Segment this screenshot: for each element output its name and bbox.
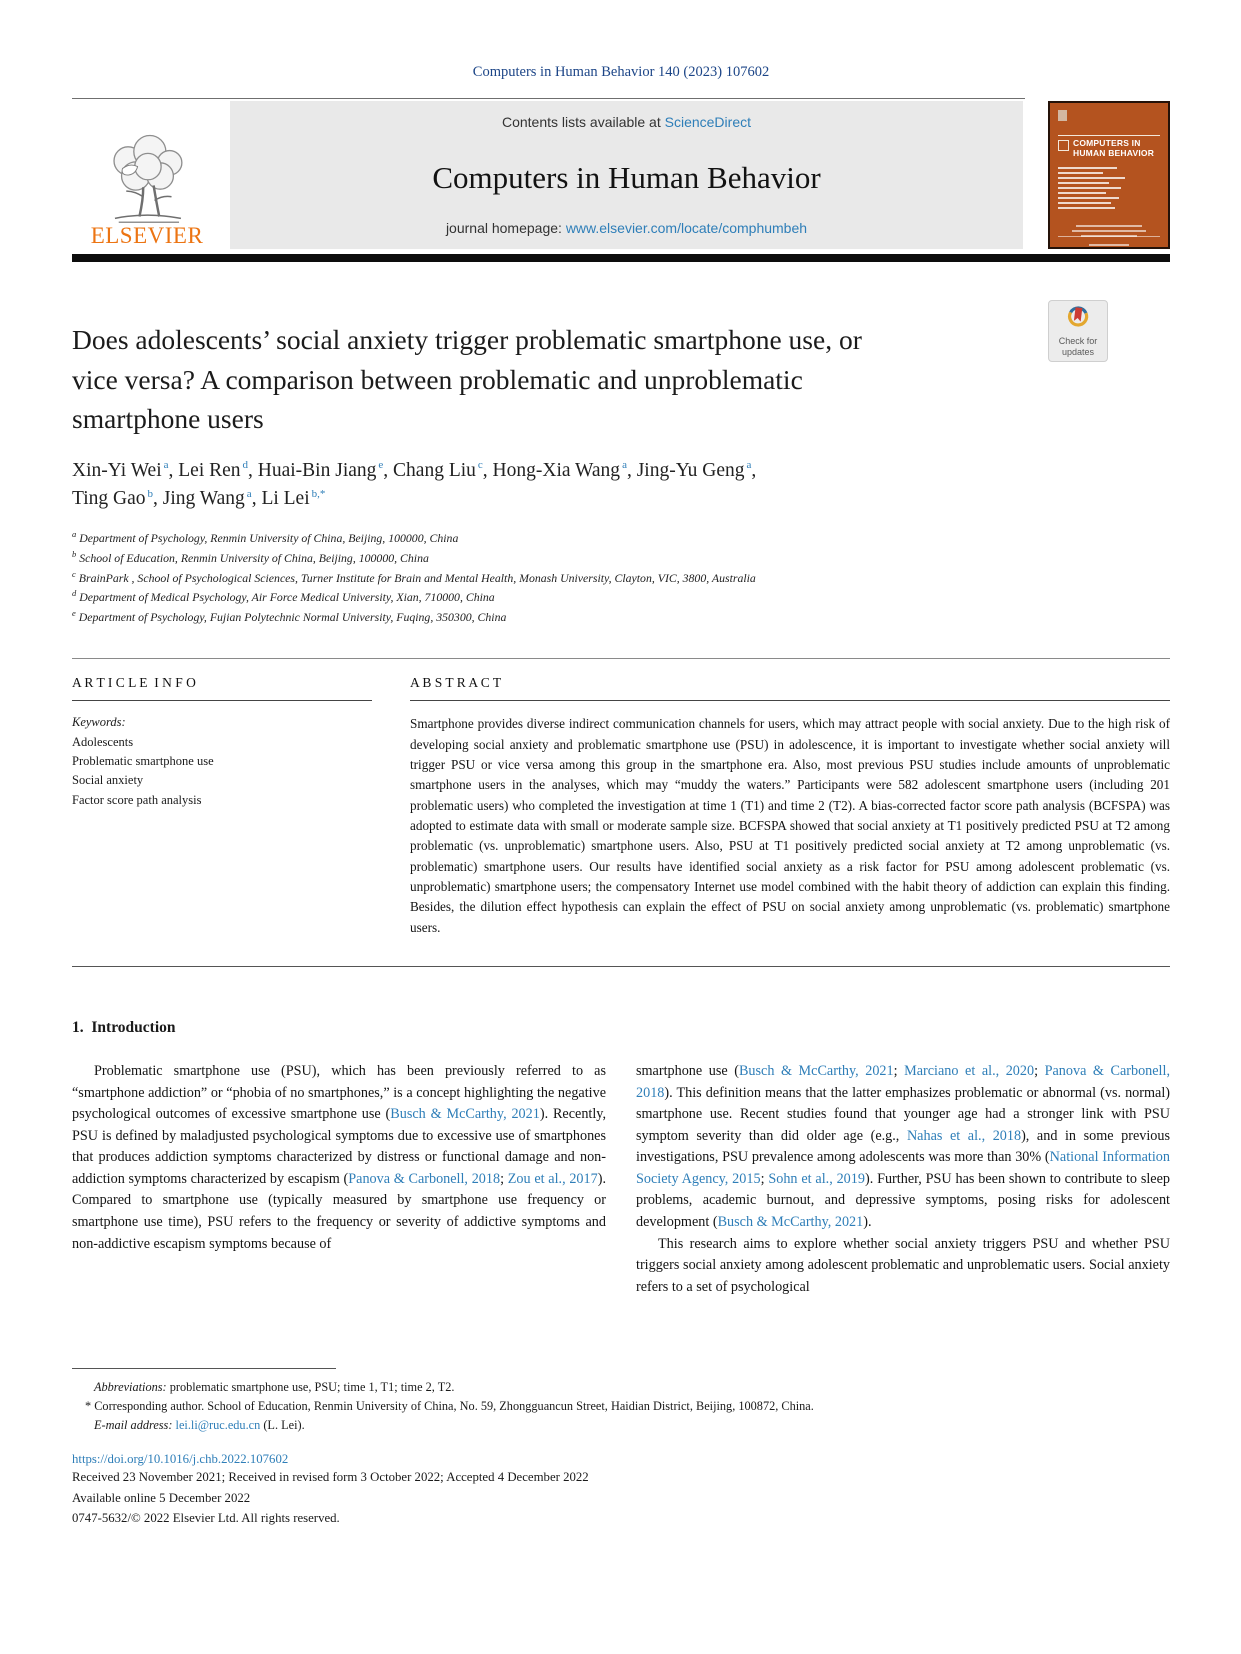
- inline-link[interactable]: Busch & McCarthy, 2021: [390, 1106, 540, 1123]
- inline-link[interactable]: a: [246, 487, 252, 500]
- cover-title: COMPUTERS IN HUMAN BEHAVIOR: [1073, 138, 1155, 158]
- author-list: Xin-Yi Wei $^a$, Lei Ren $^d$, Huai-Bin Jiang $^e$, Chang Liu $^c$, Hong-Xia Wang $^a$, Jing-Yu Geng $^a$, Ting Gao $^b$, Jing Wang $^a$, Li Lei $^{b,*}$: [72, 459, 757, 510]
- inline-link[interactable]: a: [746, 459, 752, 472]
- cover-mini-logo: [1058, 110, 1067, 121]
- affiliation-sup: d: [72, 588, 77, 599]
- paragraph: smartphone use (Busch & McCarthy, 2021; Marciano et al., 2020; Panova & Carbonell, 2018). This definition means that the latter emphasizes problematic or abnormal (vs. normal) smartphone use. Recent studies found that younger age had a stronger link with PSU symptom severity than did older age (e.g., Nahas et al., 2018), and in some previous investigations, PSU prevalence among adolescents was more than 30% (National Information Society Agency, 2015; Sohn et al., 2019). Further, PSU has been shown to contribute to sleep problems, academic burnout, and depressive symptoms, posing risks for adolescent development (Busch & McCarthy, 2021).: [636, 1062, 1170, 1231]
- inline-link[interactable]: Nahas et al., 2018: [906, 1127, 1022, 1144]
- available-online: Available online 5 December 2022: [72, 1490, 251, 1505]
- affiliation-row: [72, 607, 1170, 627]
- keywords-label: Keywords:: [72, 715, 126, 730]
- journal-cover-thumbnail: [1048, 101, 1170, 249]
- journal-masthead: [230, 101, 1023, 249]
- article-title: Does adolescents’ social anxiety trigger problematic smartphone use, or vice versa? A comparison between problematic and unproblematic smartphone users: [72, 324, 862, 435]
- inline-link[interactable]: lei.li@ruc.edu.cn: [175, 1418, 261, 1433]
- affiliation-text: School of Education, Renmin University of China, Beijing, 100000, China: [79, 550, 429, 565]
- email-note: E-mail address: lei.li@ruc.edu.cn (L. Lei).: [94, 1418, 305, 1433]
- affiliation-row: [72, 548, 1170, 568]
- affiliation-row: [72, 568, 1170, 588]
- elsevier-tree-icon: [99, 127, 195, 225]
- inline-link[interactable]: Panova & Carbonell, 2018: [636, 1062, 1170, 1101]
- homepage-prefix: journal homepage:: [445, 220, 566, 236]
- banner-divider-bar: [72, 254, 1170, 262]
- inline-link[interactable]: Marciano et al., 2020: [904, 1062, 1035, 1079]
- affiliation-text: Department of Medical Psychology, Air Force Medical University, Xian, 710000, China: [79, 590, 495, 605]
- cover-bottom-rule: [1058, 236, 1160, 237]
- abbreviations-note: Abbreviations: problematic smartphone use, PSU; time 1, T1; time 2, T2.: [94, 1380, 455, 1394]
- corresponding-author-note: * Corresponding author. School of Education, Renmin University of China, No. 59, Zhongguancun Street, Haidian District, Beijing, 100872, China.: [85, 1399, 814, 1414]
- crossmark-icon: [1061, 304, 1095, 331]
- homepage-line: [230, 220, 1023, 236]
- affiliation-row: [72, 587, 1170, 607]
- contents-prefix: Contents lists available at: [501, 114, 665, 130]
- cover-emblem-icon: [1058, 140, 1069, 151]
- footnote-rule: [72, 1368, 336, 1369]
- homepage-link[interactable]: www.elsevier.com/locate/comphumbeh: [565, 220, 808, 236]
- inline-link[interactable]: e: [378, 459, 384, 472]
- abstract-heading: A B S T R A C T: [410, 659, 1170, 701]
- inline-link[interactable]: d: [242, 459, 249, 472]
- inline-link[interactable]: Busch & McCarthy, 2021: [738, 1062, 894, 1079]
- inline-link[interactable]: Busch & McCarthy, 2021: [717, 1214, 864, 1231]
- affiliation-text: Department of Psychology, Fujian Polytechnic Normal University, Fuqing, 350300, China: [78, 609, 507, 624]
- keywords-block: [72, 713, 372, 810]
- inline-link[interactable]: b,*: [311, 487, 326, 500]
- affiliation-text: Department of Psychology, Renmin University of China, Beijing, 100000, China: [79, 531, 459, 546]
- abstract-column: [410, 659, 1170, 938]
- affiliation-row: [72, 528, 1170, 548]
- inline-link[interactable]: National Information Society Agency, 2015: [636, 1149, 1170, 1187]
- journal-title: Computers in Human Behavior: [432, 160, 821, 195]
- cover-center-lines: [1058, 225, 1160, 251]
- affiliation-sup: a: [72, 529, 77, 540]
- body-column-left: [72, 1061, 606, 1298]
- inline-link[interactable]: Panova & Carbonell, 2018: [348, 1170, 501, 1187]
- paragraph: Problematic smartphone use (PSU), which has been previously referred to as “smartphone addiction” or “phobia of no smartphones,” is a concept highlighting the negative psychological outcomes of excessive smartphone use (Busch & McCarthy, 2021). Recently, PSU is defined by maladjusted psychological symptoms due to excessive use of smartphones that produces addiction symptoms characterized by distress or functional damage and non-addiction symptoms characterized by escapism (Panova & Carbonell, 2018; Zou et al., 2017). Compared to smartphone use (typically measured by smartphone use frequency or smartphone use time), PSU refers to the frequency or severity of addictive symptoms and non-addictive escapism symptoms because of: [72, 1062, 607, 1252]
- badge-line2: updates: [1061, 346, 1095, 357]
- affiliation-sup: c: [72, 568, 76, 579]
- inline-link[interactable]: Sohn et al., 2019: [768, 1170, 865, 1187]
- inline-link[interactable]: Zou et al., 2017: [507, 1170, 598, 1187]
- body-column-right: [636, 1061, 1170, 1298]
- footnote-block: [72, 1368, 1170, 1529]
- keyword-item: Adolescents: [72, 734, 134, 749]
- check-updates-badge[interactable]: [1048, 300, 1108, 362]
- keyword-item: Social anxiety: [72, 773, 144, 788]
- sciencedirect-link[interactable]: ScienceDirect: [664, 114, 751, 130]
- info-abstract-section: [72, 659, 1170, 967]
- inline-link[interactable]: a: [163, 459, 169, 472]
- cover-editor-lines: [1058, 167, 1160, 209]
- article-info-column: [72, 659, 372, 938]
- introduction-heading: 1. Introduction: [72, 1018, 176, 1036]
- article-info-heading: A R T I C L E I N F O: [72, 659, 372, 701]
- journal-citation-header: Computers in Human Behavior 140 (2023) 107602: [472, 64, 770, 80]
- introduction-body: [72, 1061, 1170, 1298]
- received-dates: Received 23 November 2021; Received in revised form 3 October 2022; Accepted 4 December 2022: [72, 1470, 589, 1485]
- inline-link[interactable]: b: [147, 487, 154, 500]
- affiliation-sup: b: [72, 548, 77, 559]
- doi-link[interactable]: https://doi.org/10.1016/j.chb.2022.107602: [72, 1452, 289, 1467]
- paragraph: This research aims to explore whether social anxiety triggers PSU and whether PSU triggers social anxiety among adolescent problematic and unproblematic users. Social anxiety refers to a set of psychological: [636, 1235, 1170, 1295]
- affiliation-sup: e: [72, 607, 76, 618]
- badge-line1: Check for: [1058, 336, 1098, 346]
- inline-link[interactable]: c: [477, 459, 483, 472]
- header-rule: [72, 98, 1025, 99]
- inline-link[interactable]: a: [622, 459, 627, 472]
- keyword-item: Factor score path analysis: [72, 792, 202, 807]
- abstract-text: Smartphone provides diverse indirect communication channels for users, which may attract people with social anxiety. Due to the high risk of developing social anxiety and problematic smartphone use (PSU) in adolescence, it is important to investigate whether social anxiety will trigger PSU or vice versa among this group in the smartphone era. Also, most previous PSU studies include amounts of unproblematic smartphone users in the analyses, which may “muddy the waters.” Participants were 582 adolescent smartphone users (including 201 problematic users) who completed the investigation at time 1 (T1) and time 2 (T2). A bias-corrected factor score path analysis (BCFSPA) was adopted to estimate data with small or moderate sample size. BCFSPA showed that social anxiety at T1 positively predicted PSU at T2 among problematic (vs. unproblematic) smartphone users. Also, PSU at T1 positively predicted social anxiety at T2 among unproblematic (vs. problematic) smartphone users. Our results have identified social anxiety as a risk factor for PSU among adolescent problematic (vs. unproblematic) smartphone users; the compensatory Internet use model combined with the habit theory of addiction can explain this finding. Besides, the dilution effect hypothesis can explain the effect of PSU on social anxiety among unproblematic (vs. problematic) smartphone users.: [410, 716, 1170, 935]
- contents-line: [230, 114, 1023, 130]
- elsevier-wordmark: ELSEVIER: [90, 223, 204, 248]
- affiliations: [72, 528, 1170, 626]
- keyword-item: Problematic smartphone use: [72, 754, 214, 769]
- copyright-line: 0747-5632/© 2022 Elsevier Ltd. All rights reserved.: [72, 1511, 340, 1526]
- affiliation-text: BrainPark , School of Psychological Sciences, Turner Institute for Brain and Mental Health, Monash University, Clayton, VIC, 3800, Australia: [78, 570, 756, 585]
- journal-banner: [72, 101, 1170, 249]
- elsevier-logo: [72, 101, 222, 249]
